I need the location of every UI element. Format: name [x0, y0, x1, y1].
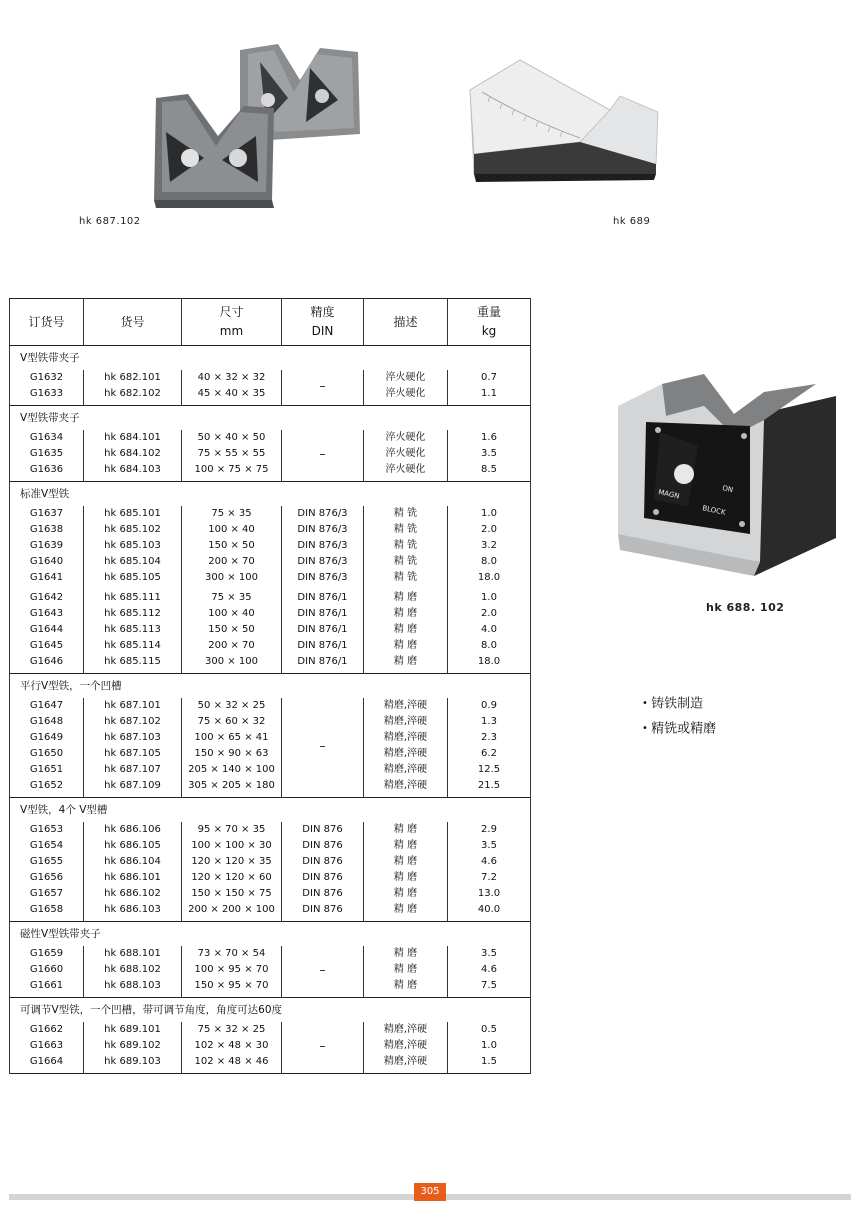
table-row: G1641 hk 685.105 300 × 100 DIN 876/3 精 铣 18.0 — [10, 570, 531, 586]
table-row: G1657 hk 686.102 150 × 150 × 75 DIN 876 精 磨 13.0 — [10, 886, 531, 902]
group-v-block-with-clamp-1 — [10, 346, 531, 406]
table-row: G1661 hk 688.103 150 × 95 × 70 精 磨 7.5 — [10, 978, 531, 994]
table-row: G1633 hk 682.102 45 × 40 × 35 淬火硬化 1.1 — [10, 386, 531, 402]
feature-item: • 精铣或精磨 — [642, 717, 716, 742]
group-title: V型铁，4个 V型槽 — [10, 798, 531, 822]
table-row: G1664 hk 689.103 102 × 48 × 46 精磨,淬硬 1.5 — [10, 1054, 531, 1070]
header-order-no: 订货号 — [10, 299, 84, 346]
table-row: G1650 hk 687.105 150 × 90 × 63 精磨,淬硬 6.2 — [10, 746, 531, 762]
group-title: 磁性V型铁带夹子 — [10, 922, 531, 946]
table-row: G1658 hk 686.103 200 × 200 × 100 DIN 876 精 磨 40.0 — [10, 902, 531, 918]
table-row: G1651 hk 687.107 205 × 140 × 100 精磨,淬硬 12.5 — [10, 762, 531, 778]
table-row: G1649 hk 687.103 100 × 65 × 41 精磨,淬硬 2.3 — [10, 730, 531, 746]
page-number: 305 — [414, 1183, 446, 1201]
group-title: V型铁带夹子 — [10, 346, 531, 370]
table-row: G1660 hk 688.102 100 × 95 × 70 精 磨 4.6 — [10, 962, 531, 978]
group-four-groove-v-block — [10, 798, 531, 922]
table-row: G1663 hk 689.102 102 × 48 × 30 精磨,淬硬 1.0 — [10, 1038, 531, 1054]
header-size: 尺寸 mm — [182, 299, 282, 346]
feature-item: • 铸铁制造 — [642, 692, 716, 717]
table-row: G1646 hk 685.115 300 × 100 DIN 876/1 精 磨 18.0 — [10, 654, 531, 670]
group-title: 标准V型铁 — [10, 482, 531, 506]
group-title: 平行V型铁，一个凹槽 — [10, 674, 531, 698]
table-row: G1644 hk 685.113 150 × 50 DIN 876/1 精 磨 4.0 — [10, 622, 531, 638]
table-row: G1642 hk 685.111 75 × 35 DIN 876/1 精 磨 1.0 — [10, 590, 531, 606]
feature-list — [642, 692, 716, 741]
header-weight: 重量 kg — [448, 299, 531, 346]
table-row: G1654 hk 686.105 100 × 100 × 30 DIN 876 精 磨 3.5 — [10, 838, 531, 854]
product-photo-v-block-pair — [140, 40, 365, 215]
table-row: G1647 hk 687.101 50 × 32 × 25 – 精磨,淬硬 0.9 — [10, 698, 531, 714]
product-photo-adjustable-v-block — [460, 50, 660, 200]
table-row: G1655 hk 686.104 120 × 120 × 35 DIN 876 精 磨 4.6 — [10, 854, 531, 870]
caption-right-photo: hk 688. 102 — [706, 601, 785, 614]
header-precision: 精度 DIN — [282, 299, 364, 346]
table-row: G1640 hk 685.104 200 × 70 DIN 876/3 精 铣 8.0 — [10, 554, 531, 570]
magnet-label-on: ON — [721, 484, 734, 495]
group-adjustable-v-block — [10, 998, 531, 1074]
group-title: V型铁带夹子 — [10, 406, 531, 430]
table-row: G1648 hk 687.102 75 × 60 × 32 精磨,淬硬 1.3 — [10, 714, 531, 730]
caption-left-photo: hk 687.102 — [79, 216, 141, 227]
table-row: G1638 hk 685.102 100 × 40 DIN 876/3 精 铣 2.0 — [10, 522, 531, 538]
table-row: G1635 hk 684.102 75 × 55 × 55 淬火硬化 3.5 — [10, 446, 531, 462]
group-title: 可调节V型铁，一个凹槽，带可调节角度，角度可达60度 — [10, 998, 531, 1022]
group-standard-v-block — [10, 482, 531, 674]
header-description: 描述 — [364, 299, 448, 346]
magnet-label-block: BLOCK — [701, 504, 727, 517]
group-magnetic-v-block — [10, 922, 531, 998]
table-row: G1637 hk 685.101 75 × 35 DIN 876/3 精 铣 1.0 — [10, 506, 531, 522]
group-parallel-v-block — [10, 674, 531, 798]
caption-middle-photo: hk 689 — [613, 216, 651, 227]
table-header — [10, 299, 531, 346]
product-photo-magnetic-v-block — [604, 366, 858, 586]
table-row: G1645 hk 685.114 200 × 70 DIN 876/1 精 磨 8.0 — [10, 638, 531, 654]
table-row: G1653 hk 686.106 95 × 70 × 35 DIN 876 精 磨 2.9 — [10, 822, 531, 838]
group-v-block-with-clamp-2 — [10, 406, 531, 482]
table-row: G1662 hk 689.101 75 × 32 × 25 – 精磨,淬硬 0.5 — [10, 1022, 531, 1038]
magnet-label-magn: MAGN — [657, 488, 681, 501]
table-row: G1659 hk 688.101 73 × 70 × 54 – 精 磨 3.5 — [10, 946, 531, 962]
header-item-no: 货号 — [84, 299, 182, 346]
table-row: G1636 hk 684.103 100 × 75 × 75 淬火硬化 8.5 — [10, 462, 531, 478]
table-row: G1643 hk 685.112 100 × 40 DIN 876/1 精 磨 2.0 — [10, 606, 531, 622]
table-row: G1632 hk 682.101 40 × 32 × 32 – 淬火硬化 0.7 — [10, 370, 531, 386]
table-row: G1652 hk 687.109 305 × 205 × 180 精磨,淬硬 21.5 — [10, 778, 531, 794]
table-row: G1634 hk 684.101 50 × 40 × 50 – 淬火硬化 1.6 — [10, 430, 531, 446]
spec-table — [9, 298, 531, 1074]
table-row: G1639 hk 685.103 150 × 50 DIN 876/3 精 铣 3.2 — [10, 538, 531, 554]
table-row: G1656 hk 686.101 120 × 120 × 60 DIN 876 精 磨 7.2 — [10, 870, 531, 886]
